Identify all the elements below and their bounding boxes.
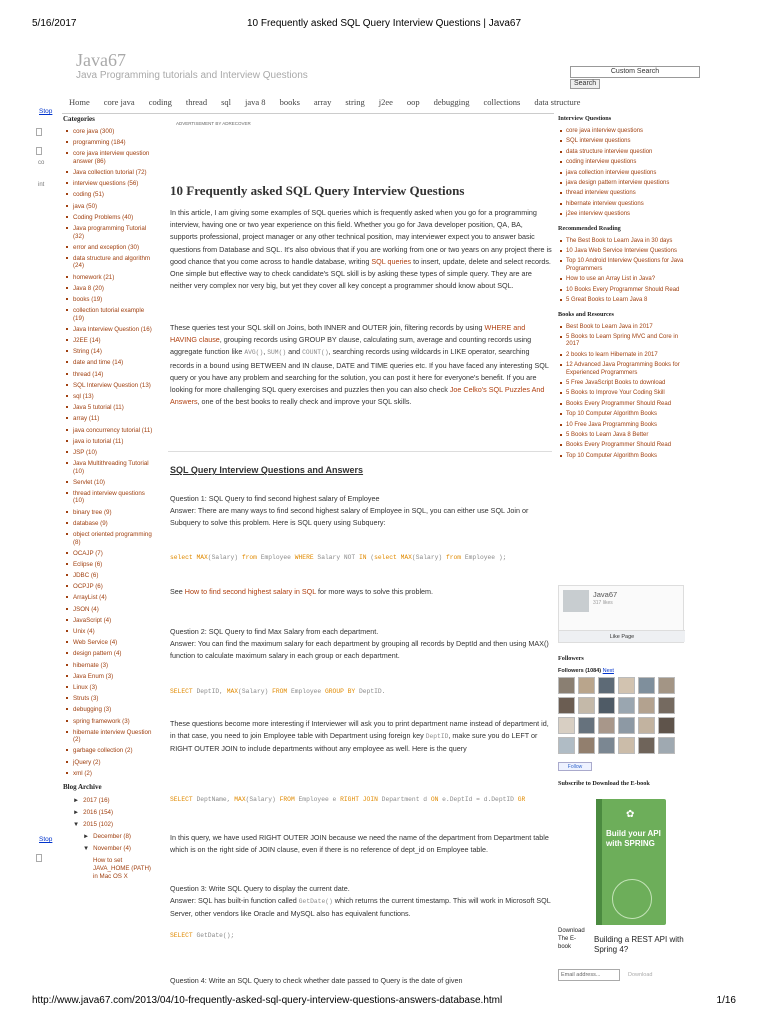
right-sidebar (558, 115, 686, 978)
archive-row[interactable] (63, 797, 155, 805)
followers-heading: Followers (558, 655, 584, 662)
paragraph-3: These questions become more interesting if Interviewer will ask you to print department name instead of department id, in that case, you need to join Employee table with Department using foreign key DeptID, make sure you do LEFT or RIGHT OUTER JOIN to include departments without any employee as well. Here is the query (170, 719, 549, 754)
archive-label[interactable]: 2015 (102) (83, 821, 114, 829)
nav-item-books[interactable]: books (279, 97, 300, 107)
joe-celko-link[interactable]: Joe Celko's SQL Puzzles And Answers (170, 385, 545, 407)
archive-label[interactable]: 2016 (154) (83, 809, 114, 817)
interview-question-link[interactable]: j2ee interview questions (558, 211, 686, 218)
archive-label[interactable]: December (8) (93, 833, 131, 841)
sql-text: GetDate(); (192, 932, 235, 939)
interview-questions-list (558, 128, 686, 219)
nav-item-Home[interactable]: Home (69, 97, 90, 107)
nav-item-thread[interactable]: thread (185, 97, 208, 107)
stop-tag[interactable]: Stop (39, 108, 53, 115)
sql-keyword: from (241, 554, 257, 561)
print-title: 10 Frequently asked SQL Query Interview Questions | Java67 (246, 18, 522, 29)
code-block-3 (170, 796, 525, 803)
leaf-icon: ✿ (626, 809, 635, 820)
category-link[interactable]: Coding Problems (40) (63, 214, 155, 222)
category-link[interactable]: JSON (4) (63, 606, 155, 614)
category-link[interactable]: OCPJP (6) (63, 583, 155, 591)
category-link[interactable]: Java Enum (3) (63, 673, 155, 681)
category-link[interactable]: Java programming Tutorial (32) (63, 225, 155, 240)
sql-keyword: select MAX (170, 554, 208, 561)
post-title: 10 Frequently asked SQL Query Interview Questions (170, 183, 465, 198)
recommended-reading-heading: Recommended Reading (558, 224, 621, 232)
avatar[interactable] (658, 717, 675, 734)
category-link[interactable]: homework (21) (63, 274, 155, 282)
interview-question-link[interactable]: java collection interview questions (558, 170, 686, 177)
archive-row[interactable] (63, 833, 155, 841)
question-2: Question 2: SQL Query to find Max Salary from each department. Answer: You can find the maximum salary for each department by grouping all records by DeptId and then using MAX() function to calculate maximum salary in each group or each department. (170, 627, 549, 661)
book-resource-link[interactable]: Top 10 Computer Algorithm Books (558, 453, 686, 460)
sql-keyword: RIGHT JOIN (340, 796, 378, 803)
book-resource-link[interactable]: 5 Books to Improve Your Coding Skill (558, 390, 686, 397)
interview-question-link[interactable]: hibernate interview questions (558, 201, 686, 208)
sql-keyword: GROUP BY (324, 688, 356, 695)
category-link[interactable]: sql (13) (63, 393, 155, 401)
avatar[interactable] (558, 697, 575, 714)
code-block-1 (170, 554, 506, 561)
recommended-reading-link[interactable]: How to use an Array List in Java? (558, 276, 686, 283)
book-resource-link[interactable]: Books Every Programmer Should Read (558, 442, 686, 449)
avatar[interactable] (638, 737, 655, 754)
like-page-button[interactable]: Like Page (559, 630, 685, 642)
sql-text: Employee e (294, 796, 341, 803)
sql-text: Salary NOT (313, 554, 359, 561)
category-link[interactable]: debugging (3) (63, 706, 155, 714)
collapsed-arrow-icon[interactable]: ► (73, 809, 80, 817)
ebook-heading: Subscribe to Download the E-book (558, 780, 650, 787)
sql-keyword: GR (517, 796, 526, 803)
sql-text: (Salary) (207, 554, 242, 561)
category-link[interactable]: JSP (10) (63, 449, 155, 457)
ebook-title: Building a REST API with Spring 4? (594, 935, 684, 954)
category-link[interactable]: Java 8 (20) (63, 285, 155, 293)
book-emblem (612, 879, 652, 919)
category-link[interactable]: collection tutorial example (19) (63, 307, 155, 322)
category-link[interactable]: design pattern (4) (63, 650, 155, 658)
avatar[interactable] (578, 697, 595, 714)
download-ebook-label: Download The E-book (558, 928, 585, 950)
category-link[interactable]: Eclipse (6) (63, 561, 155, 569)
category-link[interactable]: Servlet (10) (63, 479, 155, 487)
sql-text: DeptID. (355, 688, 386, 695)
category-link[interactable]: java (50) (63, 203, 155, 211)
follower-avatars (558, 677, 678, 754)
category-link[interactable]: hibernate interview Question (2) (63, 729, 155, 744)
avatar[interactable] (638, 697, 655, 714)
category-link[interactable]: interview questions (56) (63, 180, 155, 188)
sql-keyword: SELECT (170, 688, 193, 695)
archive-row[interactable] (63, 809, 155, 817)
followers-count: Followers (1084) Next (558, 668, 614, 674)
question-4: Question 4: Write an SQL Query to check whether date passed to Query is the date of given (170, 976, 463, 985)
recommended-reading-link[interactable]: 10 Java Web Service Interview Questions (558, 248, 686, 255)
archive-label[interactable]: 2017 (16) (83, 797, 110, 805)
recommended-reading-link[interactable]: The Best Book to Learn Java in 30 days (558, 238, 686, 245)
recommended-reading-link[interactable]: 5 Great Books to Learn Java 8 (558, 297, 686, 304)
avatar[interactable] (658, 737, 675, 754)
book-resource-link[interactable]: Best Book to Learn Java in 2017 (558, 324, 686, 331)
avatar[interactable] (618, 677, 635, 694)
category-link[interactable]: Java collection tutorial (72) (63, 169, 155, 177)
category-link[interactable]: xml (2) (63, 770, 155, 778)
category-link[interactable]: binary tree (9) (63, 509, 155, 517)
avatar[interactable] (578, 677, 595, 694)
nav-item-sql[interactable]: sql (221, 97, 232, 107)
sql-text: (Salary) (245, 796, 280, 803)
category-link[interactable]: Linux (3) (63, 684, 155, 692)
sql-keyword: FROM (279, 796, 295, 803)
avatar[interactable] (618, 717, 635, 734)
category-link[interactable]: JDBC (6) (63, 572, 155, 580)
archive-row[interactable] (63, 821, 155, 829)
category-link[interactable]: data structure and algorithm (24) (63, 255, 155, 270)
category-link[interactable]: programming (184) (63, 139, 155, 147)
nav-item-collections[interactable]: collections (483, 97, 521, 107)
expanded-arrow-icon[interactable]: ▼ (73, 821, 80, 829)
category-link[interactable]: ArrayList (4) (63, 594, 155, 602)
intro-paragraph-1: In this article, I am giving some examples of SQL queries which is frequently asked when you go for a programming interview, having one or two year experience on this field. Whether you go for Java developer position, QA, BA, supports professional, project manager or any other technical position, may interviewer expect you to answer basic questions from Database and SQL. It's also obvious that if you are working from one or two years on any project there is good chance that you come across to handle database, writing SQL queries to insert, update, delete and select records. One simple but effective way to check candidate's SQL skill is by asking these types of simple query. They are are neither very complex nor very big, but yet they cover all key concept a programmer should know about SQL. (170, 208, 552, 291)
avatar[interactable] (598, 737, 615, 754)
question-3: Question 3: Write SQL Query to display the current date. Answer: SQL has built-in function called GetDate() which returns the current timestamp. This will work in Microsoft SQL Server, other vendors like Oracle and MySQL also has equivalent functions. (170, 884, 551, 919)
sql-text: (Salary) (411, 554, 446, 561)
paragraph-4: In this query, we have used RIGHT OUTER JOIN because we need the name of the department from Department table which is on the right side of JOIN clause, even if there is no reference of dept_id on Employee table. (170, 833, 549, 855)
avatar[interactable] (578, 717, 595, 734)
expanded-arrow-icon[interactable]: ▼ (83, 845, 90, 853)
nav-item-string[interactable]: string (345, 97, 365, 107)
download-button[interactable]: Download (628, 972, 653, 978)
fb-page-name[interactable]: Java67 (593, 590, 618, 599)
sql-keyword: MAX (226, 688, 239, 695)
category-link[interactable]: thread (14) (63, 371, 155, 379)
top-navigation (62, 92, 662, 112)
search-button[interactable]: Search (570, 79, 600, 89)
category-link[interactable]: Java 5 tutorial (11) (63, 404, 155, 412)
book-cover-text: Build your API with SPRING (606, 829, 661, 848)
category-link[interactable]: thread interview questions (10) (63, 490, 155, 505)
sql-text: DeptID, (192, 688, 227, 695)
avatar[interactable] (638, 717, 655, 734)
avatar[interactable] (558, 737, 575, 754)
avatar[interactable] (618, 737, 635, 754)
book-resource-link[interactable]: 12 Advanced Java Programming Books for Experienced Programmers (558, 362, 686, 377)
book-spine (596, 799, 602, 925)
archive-label[interactable]: November (4) (93, 845, 131, 853)
print-url: http://www.java67.com/2013/04/10-frequently-asked-sql-query-interview-questions-answers-database.html (32, 995, 503, 1006)
book-resource-link[interactable]: 5 Books to Learn Spring MVC and Core in 2017 (558, 334, 686, 349)
category-link[interactable]: array (11) (63, 415, 155, 423)
archive-row[interactable] (63, 845, 155, 853)
sql-keyword: SELECT (170, 932, 193, 939)
sql-text: Employee ); (461, 554, 507, 561)
category-link[interactable]: core java (300) (63, 128, 155, 136)
sql-text: DeptName, (192, 796, 235, 803)
sql-queries-link[interactable]: SQL queries (371, 256, 412, 266)
nav-item-data-structure[interactable]: data structure (534, 97, 581, 107)
avatar[interactable] (618, 697, 635, 714)
gutter-label: co (38, 160, 45, 166)
sql-text: ( (366, 554, 375, 561)
sql-keyword: SELECT (170, 796, 193, 803)
where-having-link[interactable]: WHERE and HAVING clause (170, 323, 526, 345)
avatar[interactable] (598, 697, 615, 714)
category-link[interactable]: books (19) (63, 296, 155, 304)
sql-text: (Salary) (238, 688, 273, 695)
category-link[interactable]: Java Interview Question (16) (63, 326, 155, 334)
nav-item-oop[interactable]: oop (406, 97, 420, 107)
ebook-cover (596, 799, 666, 925)
book-resource-link[interactable]: 2 books to learn Hibernate in 2017 (558, 352, 686, 359)
stop-tag[interactable]: Stop (39, 836, 53, 843)
followers-next-link[interactable]: Next (602, 668, 614, 674)
archive-heading: Blog Archive (63, 783, 102, 792)
interview-question-link[interactable]: SQL interview questions (558, 138, 686, 145)
intro-paragraph-2: These queries test your SQL skill on Joins, both INNER and OUTER join, filtering records by using WHERE and HAVING clause, grouping records using GROUP BY clause, calculating sum, average and counting records using aggregate function like AVG(), SUM() and COUNT(), searching records using wildcards in LIKE operator, searching records in a bound using BETWEEN and IN clause, DATE and TIME queries etc. If you have faced any interesting SQL query or you have any problem and searching for the solution, you can post it here for everyone's benefit. If you are looking for more challenging SQL query exercises and puzzles then you can also check Joe Celko's SQL Puzzles And Answers, one of the best books to really check and improve your SQL skills. (170, 323, 549, 407)
ad-label: ADVERTISEMENT BY ADRECOVER (176, 121, 251, 126)
interview-question-link[interactable]: java design pattern interview questions (558, 180, 686, 187)
category-link[interactable]: jQuery (2) (63, 759, 155, 767)
fb-like-count: 317 likes (593, 600, 613, 606)
avatar[interactable] (638, 677, 655, 694)
recommended-reading-link[interactable]: 10 Books Every Programmer Should Read (558, 287, 686, 294)
category-link[interactable]: database (9) (63, 520, 155, 528)
category-link[interactable]: String (14) (63, 348, 155, 356)
interview-questions-heading: Interview Questions (558, 115, 612, 122)
sql-keyword: select MAX (374, 554, 412, 561)
blog-description: Java Programming tutorials and Interview Questions (76, 70, 308, 81)
page-thumbnail (563, 590, 589, 612)
category-link[interactable]: java io tutorial (11) (63, 438, 155, 446)
gutter-box (36, 128, 42, 136)
nav-item-core-java[interactable]: core java (103, 97, 135, 107)
categories-heading: Categories (63, 115, 95, 123)
second-highest-salary-link[interactable]: How to find second highest salary in SQL (184, 587, 316, 596)
avatar[interactable] (558, 717, 575, 734)
book-resource-link[interactable]: Top 10 Computer Algorithm Books (558, 411, 686, 418)
book-resource-link[interactable]: 5 Free JavaScript Books to download (558, 380, 686, 387)
archive-label[interactable]: How to set JAVA_HOME (PATH) in Mac OS X (93, 857, 151, 881)
question-1: Question 1: SQL Query to find second highest salary of Employee Answer: There are many ways to find second highest salary of Employee in SQL, you can either use SQL Join or Subquery to solve this problem. Here is SQL query using Subquery: (170, 494, 529, 528)
avatar[interactable] (658, 677, 675, 694)
see-also: See How to find second highest salary in SQL for more ways to solve this problem. (170, 587, 434, 596)
interview-question-link[interactable]: data structure interview question (558, 149, 686, 156)
follow-button[interactable]: Follow (558, 762, 592, 771)
collapsed-arrow-icon[interactable]: ► (83, 833, 90, 841)
books-resources-heading: Books and Resources (558, 310, 614, 318)
recommended-reading-link[interactable]: Top 10 Android Interview Questions for Java Programmers (558, 258, 686, 273)
sql-keyword: MAX (234, 796, 246, 803)
sql-text: e.DeptId = d.DeptID (438, 796, 518, 803)
code-block-4 (170, 932, 234, 939)
nav-item-array[interactable]: array (313, 97, 332, 107)
search-input[interactable]: Custom Search (570, 66, 700, 78)
sql-text: Employee (287, 688, 325, 695)
facebook-page-widget (558, 585, 684, 643)
gutter-box (36, 854, 42, 862)
collapsed-arrow-icon[interactable]: ► (73, 797, 80, 805)
sql-keyword: IN (359, 554, 367, 561)
category-link[interactable]: garbage collection (2) (63, 747, 155, 755)
avatar[interactable] (578, 737, 595, 754)
interview-question-link[interactable]: coding interview questions (558, 159, 686, 166)
avatar[interactable] (658, 697, 675, 714)
category-link[interactable]: Struts (3) (63, 695, 155, 703)
blog-archive (63, 783, 155, 881)
category-link[interactable]: object oriented programming (8) (63, 531, 155, 546)
categories-list (63, 128, 155, 777)
avatar[interactable] (598, 717, 615, 734)
category-link[interactable]: spring framework (3) (63, 718, 155, 726)
nav-item-coding[interactable]: coding (148, 97, 172, 107)
print-header (0, 0, 768, 28)
category-link[interactable]: core java interview question answer (86) (63, 150, 155, 165)
nav-divider (62, 113, 554, 114)
category-link[interactable]: OCAJP (7) (63, 550, 155, 558)
category-link[interactable]: error and exception (30) (63, 244, 155, 252)
sql-keyword: ON (430, 796, 439, 803)
recommended-reading-list (558, 238, 686, 305)
nav-item-java-8[interactable]: java 8 (245, 97, 266, 107)
gutter-label: int (38, 182, 45, 188)
sql-keyword: WHERE (294, 554, 314, 561)
avatar[interactable] (598, 677, 615, 694)
avatar[interactable] (558, 677, 575, 694)
interview-question-link[interactable]: thread interview questions (558, 190, 686, 197)
category-link[interactable]: date and time (14) (63, 359, 155, 367)
section-title: SQL Query Interview Questions and Answers (170, 465, 364, 475)
sql-text: Employee (256, 554, 295, 561)
category-link[interactable]: JavaScript (4) (63, 617, 155, 625)
category-link[interactable]: coding (51) (63, 191, 155, 199)
blog-title[interactable]: Java67 (76, 50, 126, 70)
gutter-box (36, 147, 42, 155)
category-link[interactable]: SQL Interview Question (13) (63, 382, 155, 390)
code-block-2 (170, 688, 385, 695)
archive-row[interactable] (63, 857, 155, 881)
interview-question-link[interactable]: core java interview questions (558, 128, 686, 135)
category-link[interactable]: hibernate (3) (63, 662, 155, 670)
book-resource-link[interactable]: 10 Free Java Programming Books (558, 422, 686, 429)
print-page-number: 1/16 (716, 995, 736, 1006)
print-date: 5/16/2017 (32, 18, 77, 29)
sql-keyword: FROM (272, 688, 288, 695)
book-resource-link[interactable]: Books Every Programmer Should Read (558, 401, 686, 408)
nav-item-debugging[interactable]: debugging (433, 97, 470, 107)
books-resources-list (558, 324, 686, 461)
nav-item-j2ee[interactable]: j2ee (378, 97, 393, 107)
category-link[interactable]: Java Multithreading Tutorial (10) (63, 460, 155, 475)
email-field[interactable]: Email address... (558, 969, 620, 981)
category-link[interactable]: java concurrency tutorial (11) (63, 427, 155, 435)
left-sidebar (63, 115, 155, 885)
category-link[interactable]: Unix (4) (63, 628, 155, 636)
book-resource-link[interactable]: 5 Books to Learn Java 8 Better (558, 432, 686, 439)
sql-text: Department d (377, 796, 431, 803)
category-link[interactable]: Web Service (4) (63, 639, 155, 647)
category-link[interactable]: J2EE (14) (63, 337, 155, 345)
section-divider (168, 451, 552, 452)
sql-keyword: from (445, 554, 462, 561)
